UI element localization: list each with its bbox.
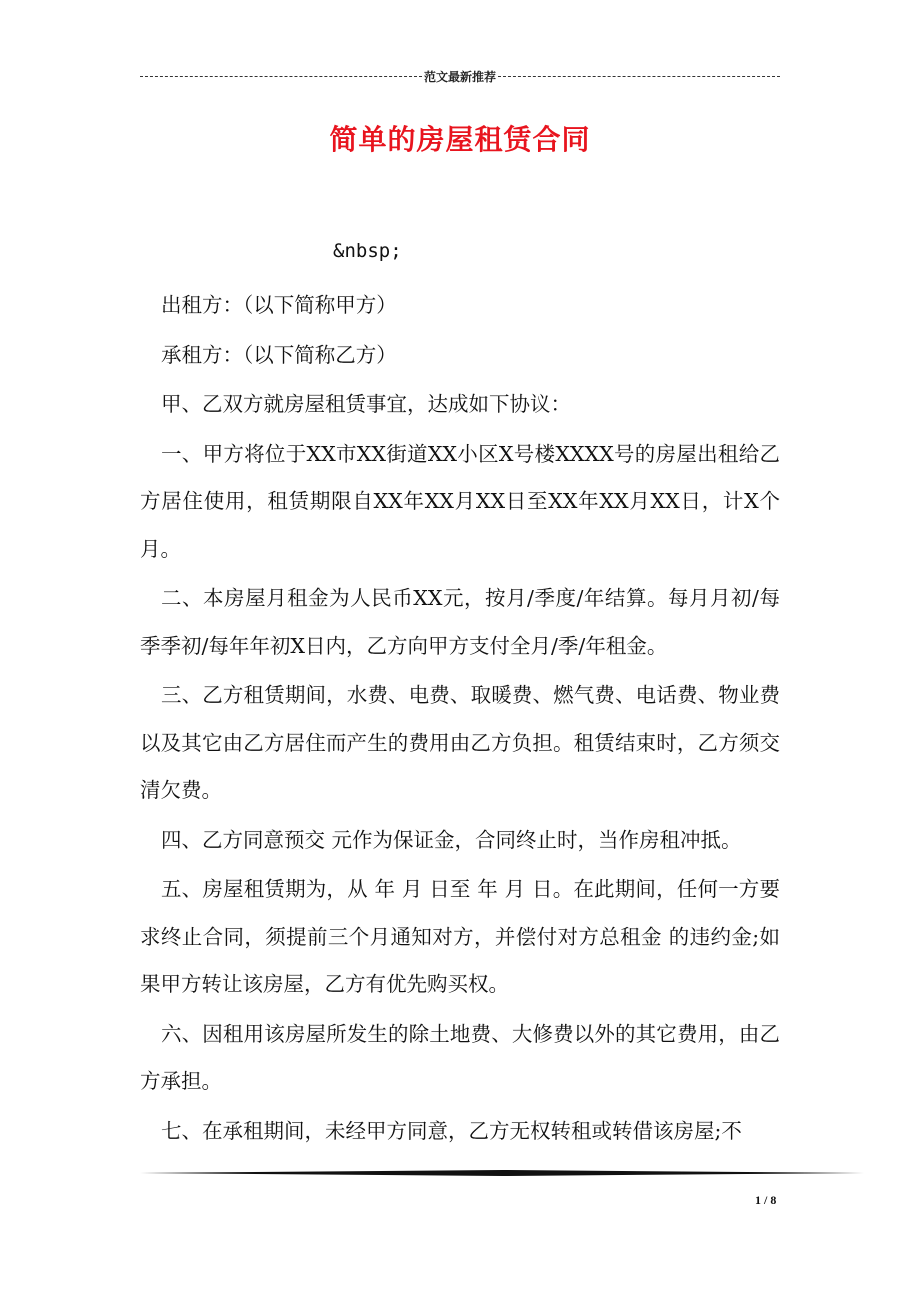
header-dashes-left [140,76,422,77]
clause-4: 四、乙方同意预交 元作为保证金，合同终止时，当作房租冲抵。 [161,827,742,852]
document-body [140,282,780,1155]
clause-5: 五、房屋租赁期为，从 年 月 日至 年 月 日。在此期间，任何一方要求终止合同，须提前三个月通知对方，并偿付对方总租金 的违约金;如果甲方转让该房屋，乙方有优先购买权。 [140,877,780,996]
paragraph-lessor: 出租方：（以下简称甲方） [161,293,397,317]
header-label: 范文最新推荐 [424,69,497,84]
footer-divider [140,1170,864,1176]
document-title: 简单的房屋租赁合同 [329,123,591,156]
clause-3: 三、乙方租赁期间，水费、电费、取暖费、燃气费、电话费、物业费以及其它由乙方居住而产生的费用由乙方负担。租赁结束时，乙方须交清欠费。 [140,683,780,802]
nbsp-literal-text: &nbsp; [333,240,402,262]
page-header [140,66,780,86]
clause-2: 二、本房屋月租金为人民币XX元，按月/季度/年结算。每月月初/每季季初/每年年初X日内，乙方向甲方支付全月/季/年租金。 [140,586,780,658]
paragraph-agreement-intro: 甲、乙双方就房屋租赁事宜，达成如下协议： [161,392,571,416]
clause-7: 七、在承租期间，未经甲方同意，乙方无权转租或转借该房屋;不 [161,1118,742,1143]
clause-6: 六、因租用该房屋所发生的除土地费、大修费以外的其它费用，由乙方承担。 [140,1021,780,1093]
page-number: 1 / 8 [755,1193,777,1207]
header-dashes-right [498,76,780,77]
clause-1: 一、甲方将位于XX市XX街道XX小区X号楼XXXX号的房屋出租给乙方居住使用，租赁期限自XX年XX月XX日至XX年XX月XX日，计X个月。 [140,441,780,561]
paragraph-lessee: 承租方：（以下简称乙方） [161,342,397,367]
